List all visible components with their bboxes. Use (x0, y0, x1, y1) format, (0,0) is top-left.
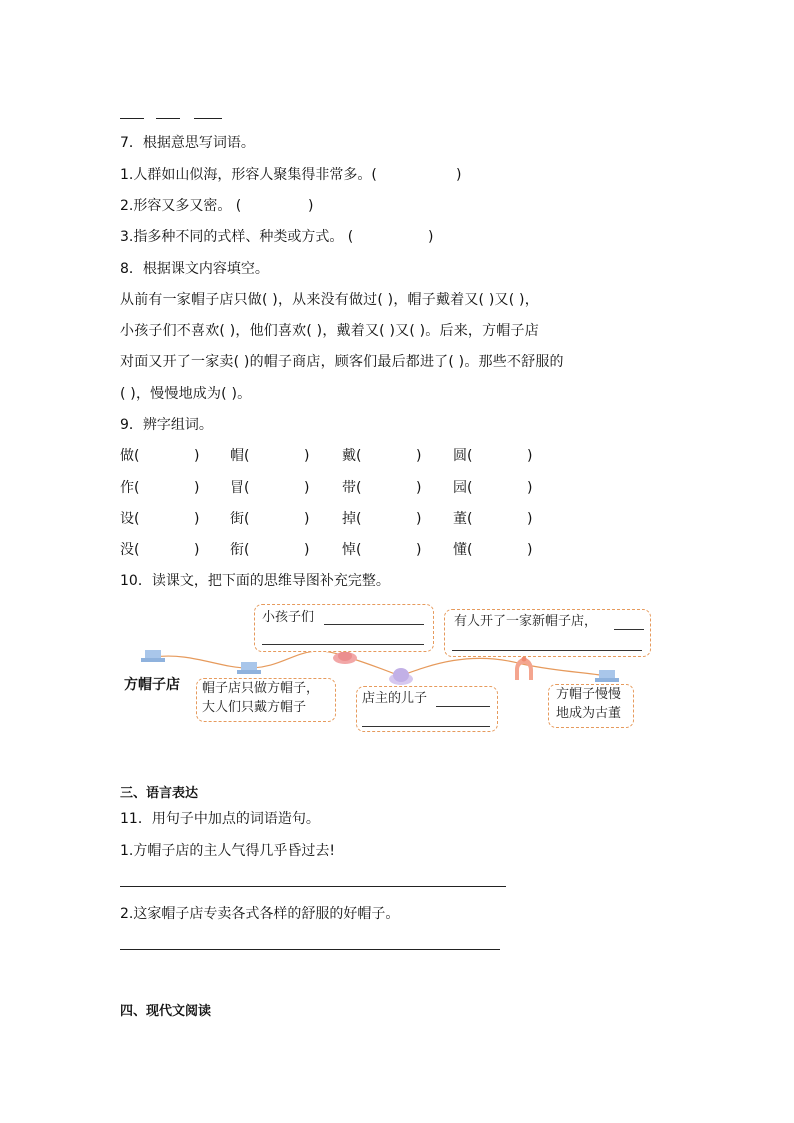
q9-r4-c1: 没( (120, 542, 140, 558)
box-new-shop-blank-1 (614, 629, 644, 630)
q9-r3-c2: 街( (230, 511, 250, 527)
q9-r2-c1: 作( (120, 480, 140, 496)
q9-r4-c4: 懂( (453, 542, 473, 558)
section-3-title: 三、语言表达 (120, 786, 199, 801)
q9-r1-c4-close: ) (527, 448, 533, 464)
q9-r1-c1-close: ) (194, 448, 200, 464)
q9-title: 9．辨字组词。 (120, 417, 213, 433)
q9-r1-c3-close: ) (416, 448, 422, 464)
mind-map-box-square-hats-line-2: 大人们只戴方帽子 (202, 700, 307, 715)
q9-r1-c1: 做( (120, 448, 140, 464)
q11-title: 11．用句子中加点的词语造句。 (120, 811, 320, 827)
q9-r4-c2-close: ) (304, 542, 310, 558)
section-4-title: 四、现代文阅读 (120, 1004, 212, 1019)
q9-r3-c4-close: ) (527, 511, 533, 527)
box-kids-blank-2 (262, 644, 424, 645)
q7-item-1: 1.人群如山似海，形容人聚集得非常多。( (120, 167, 377, 183)
mind-map-box-antique-line-1: 方帽子慢慢 (556, 687, 622, 702)
q8-title: 8．根据课文内容填空。 (120, 261, 269, 277)
q9-r3-c1-close: ) (194, 511, 200, 527)
q9-r1-c2-close: ) (304, 448, 310, 464)
q9-r2-c2: 冒( (230, 480, 250, 496)
q9-r2-c1-close: ) (194, 480, 200, 496)
q9-r2-c4-close: ) (527, 480, 533, 496)
knit-hat-icon (512, 656, 536, 682)
q9-r1-c2: 帽( (230, 448, 250, 464)
q9-r4-c4-close: ) (527, 542, 533, 558)
q9-r3-c3-close: ) (416, 511, 422, 527)
mind-map-root: 方帽子店 (124, 677, 180, 693)
q7-item-2: 2.形容又多又密。 ( (120, 198, 242, 214)
q8-line-1: 从前有一家帽子店只做( )，从来没有做过( )，帽子戴着又( )又( )， (120, 292, 539, 308)
q11-answer-line-2[interactable] (120, 949, 500, 950)
q7-item-2-close: ) (308, 198, 314, 214)
mind-map-box-square-hats-line-1: 帽子店只做方帽子， (202, 681, 320, 696)
q7-item-3-close: ) (428, 229, 434, 245)
mind-map-box-son-text: 店主的儿子 (362, 691, 428, 706)
q9-r2-c3: 带( (342, 480, 362, 496)
q9-r2-c2-close: ) (304, 480, 310, 496)
q9-r3-c4: 董( (453, 511, 473, 527)
q9-r4-c2: 衔( (230, 542, 250, 558)
q9-r4-c3-close: ) (416, 542, 422, 558)
q7-item-1-close: ) (456, 167, 462, 183)
mind-map-box-antique-line-2: 地成为古董 (556, 706, 622, 721)
q8-line-2: 小孩子们不喜欢( )，他们喜欢( )，戴着又( )又( )。后来，方帽子店 (120, 323, 539, 339)
box-new-shop-blank-2 (452, 650, 642, 651)
q8-line-4: ( )，慢慢地成为( )。 (120, 386, 252, 402)
q9-r2-c3-close: ) (416, 480, 422, 496)
q9-r2-c4: 园( (453, 480, 473, 496)
round-hat-icon-lilac (388, 666, 414, 686)
q9-r3-c3: 掉( (342, 511, 362, 527)
q7-title: 7．根据意思写词语。 (120, 135, 255, 151)
mind-map-box-new-shop-text: 有人开了一家新帽子店， (454, 614, 598, 629)
q9-r1-c4: 圆( (453, 448, 473, 464)
square-hat-icon-1 (140, 648, 166, 664)
q11-sentence-1: 1.方帽子店的主人气得几乎昏过去! (120, 843, 335, 859)
box-son-blank-2 (362, 726, 490, 727)
box-son-blank-1 (436, 706, 490, 707)
q10-title: 10．读课文，把下面的思维导图补充完整。 (120, 573, 390, 589)
q9-r4-c3: 悼( (342, 542, 362, 558)
q11-sentence-2: 2.这家帽子店专卖各式各样的舒服的好帽子。 (120, 906, 400, 922)
q7-item-3: 3.指多种不同的式样、种类或方式。 ( (120, 229, 354, 245)
q11-answer-line-1[interactable] (120, 886, 506, 887)
q9-r3-c2-close: ) (304, 511, 310, 527)
mind-map-box-kids-text: 小孩子们 (262, 610, 315, 625)
square-hat-icon-2 (236, 660, 262, 676)
q8-line-3: 对面又开了一家卖( )的帽子商店，顾客们最后都进了( )。那些不舒服的 (120, 354, 564, 370)
box-kids-blank-1 (324, 624, 424, 625)
q9-r1-c3: 戴( (342, 448, 362, 464)
square-hat-icon-3 (594, 668, 620, 684)
q9-r4-c1-close: ) (194, 542, 200, 558)
q9-r3-c1: 设( (120, 511, 140, 527)
